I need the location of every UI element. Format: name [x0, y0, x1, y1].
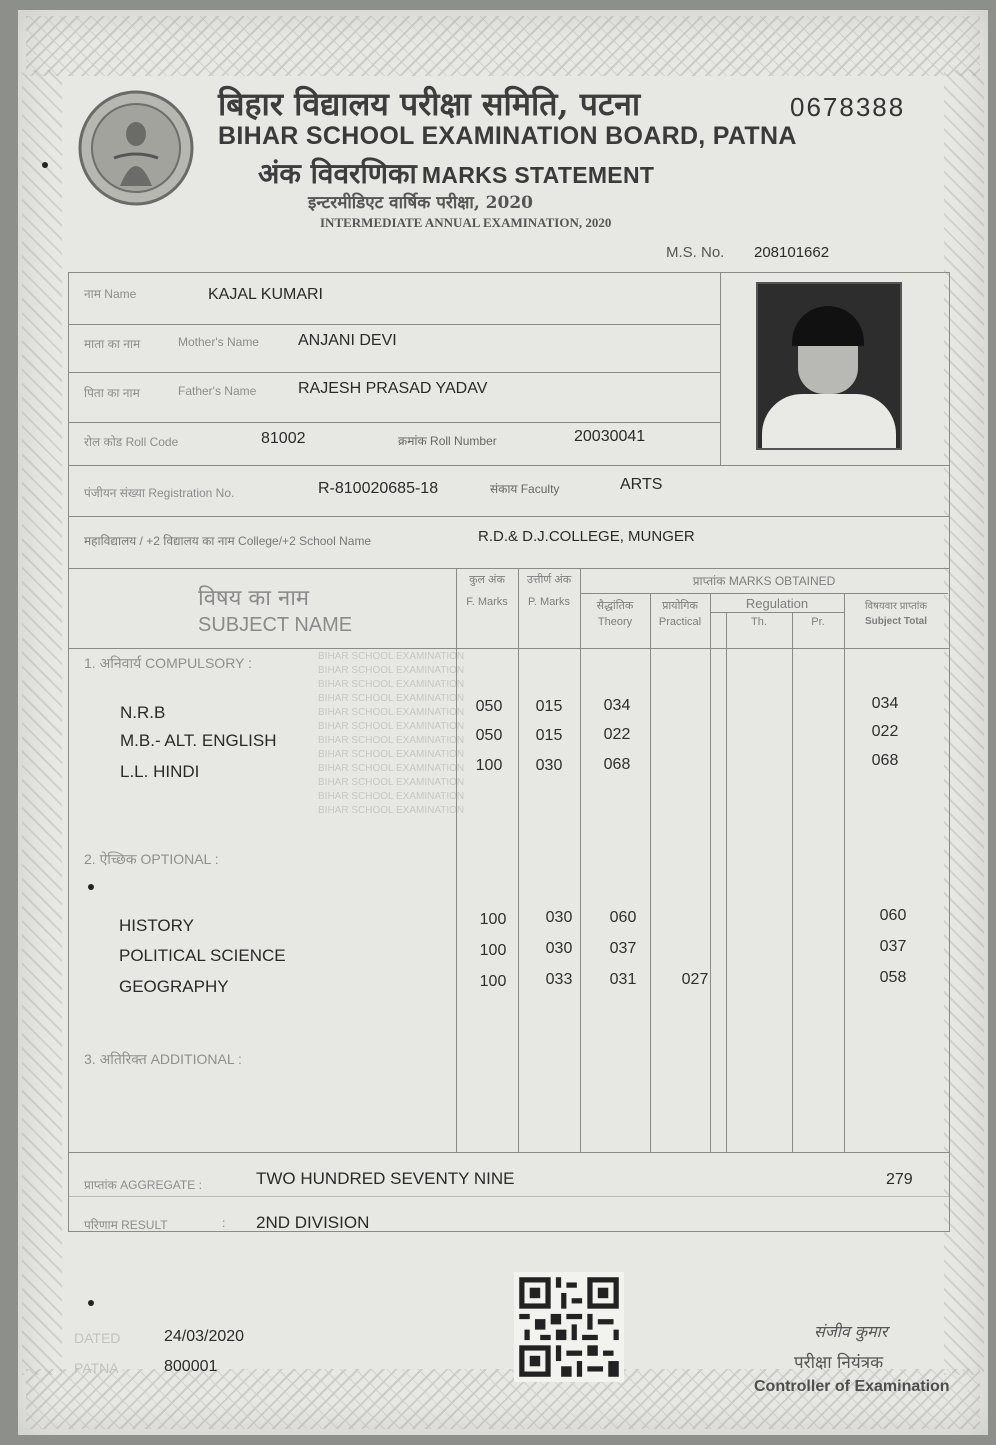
registration-number: R-810020685-18 [318, 480, 439, 497]
aggregate-words: TWO HUNDRED SEVENTY NINE [256, 1169, 515, 1188]
subject-total-cell: 068 [871, 752, 899, 769]
aggregate-total: 279 [886, 1171, 913, 1188]
dated-label: DATED [74, 1330, 121, 1346]
board-emblem-seal [76, 88, 196, 208]
college-label: महाविद्यालय / +2 विद्यालय का नाम College/+2 School Name [84, 534, 372, 548]
pin-code: 800001 [164, 1358, 218, 1375]
board-title-english: BIHAR SCHOOL EXAMINATION BOARD, PATNA [218, 122, 797, 150]
roll-number-label: क्रमांक Roll Number [398, 434, 497, 448]
theory-marks-cell: 060 [609, 909, 637, 926]
controller-title-english: Controller of Examination [754, 1378, 950, 1395]
theory-marks-cell: 022 [603, 726, 631, 743]
roll-number: 20030041 [574, 428, 646, 445]
registration-label: पंजीयन संख्या Registration No. [84, 486, 235, 500]
faculty-label: संकाय Faculty [490, 482, 560, 496]
table-row-subject: L.L. HINDI [120, 762, 200, 781]
table-row-subject: N.R.B [120, 703, 166, 722]
statement-title [258, 154, 654, 192]
table-row-subject: GEOGRAPHY [119, 977, 229, 996]
qr-code [514, 1272, 624, 1382]
theory-header: Theory [597, 616, 633, 628]
theory-marks-cell: 068 [603, 756, 631, 773]
pass-marks-cell: 030 [545, 909, 573, 926]
roll-code-label: रोल कोड Roll Code [84, 435, 179, 449]
student-name: KAJAL KUMARI [208, 286, 323, 303]
ms-no-label: M.S. No. [666, 244, 725, 261]
practical-header-hindi: प्रायोगिक [662, 600, 698, 612]
pass-marks-header-hindi: उत्तीर्ण अंक [526, 574, 572, 586]
subject-total-cell: 058 [879, 969, 907, 986]
mother-label-english: Mother's Name [178, 335, 259, 349]
practical-marks-cell: 027 [681, 971, 709, 988]
father-label-hindi: पिता का नाम [84, 386, 140, 400]
theory-marks-cell: 034 [603, 697, 631, 714]
full-marks-cell: 100 [479, 973, 507, 990]
section-optional: 2. ऐच्छिक OPTIONAL : [84, 851, 219, 867]
full-marks-cell: 050 [475, 698, 503, 715]
left-border-pattern [22, 70, 62, 1375]
subject-total-cell: 060 [879, 907, 907, 924]
subject-total-cell: 034 [871, 695, 899, 712]
pass-marks-header: P. Marks [528, 596, 570, 608]
serial-number: 0678388 [790, 92, 906, 122]
board-title-hindi: बिहार विद्यालय परीक्षा समिति, पटना [218, 85, 641, 123]
exam-title-hindi: इन्टरमीडिएट वार्षिक परीक्षा, 2020 [308, 193, 533, 213]
subject-total-header: Subject Total [864, 616, 928, 627]
subject-total-cell: 037 [879, 938, 907, 955]
controller-signature: संजीव कुमार [814, 1322, 888, 1341]
college-name: R.D.& D.J.COLLEGE, MUNGER [478, 528, 695, 545]
exam-title-english: INTERMEDIATE ANNUAL EXAMINATION, 2020 [320, 215, 612, 230]
result-label: परिणाम RESULT [84, 1218, 168, 1232]
ms-no-value: 208101662 [754, 244, 830, 261]
regulation-practical-header: Pr. [811, 616, 825, 628]
regulation-header: Regulation [745, 596, 809, 611]
name-label: नाम Name [84, 287, 137, 301]
pass-marks-cell: 015 [535, 698, 563, 715]
mother-name: ANJANI DEVI [298, 332, 397, 349]
table-row-subject: M.B.- ALT. ENGLISH [120, 731, 277, 750]
pass-marks-cell: 030 [545, 940, 573, 957]
theory-marks-cell: 031 [609, 971, 637, 988]
theory-header-hindi: सैद्धांतिक [596, 600, 634, 612]
pass-marks-cell: 030 [535, 757, 563, 774]
practical-header: Practical [658, 616, 702, 628]
full-marks-cell: 100 [479, 911, 507, 928]
aggregate-label: प्राप्तांक AGGREGATE : [84, 1178, 202, 1192]
table-row-subject: HISTORY [119, 916, 194, 935]
security-watermark: BIHAR SCHOOL EXAMINATION BIHAR SCHOOL EXAMINATION BIHAR SCHOOL EXAMINATION BIHAR SCHOOL EXAMINATION BIHAR SCHOOL EXAMINATION BIHAR SCHOOL EXAMINATION BIHAR SCHOOL EXAMINATION BIHAR SCHOOL EXAMINATION BIHAR SCHOOL EXAMINATION BIHAR SCHOOL EXAMINATION BIHAR SCHOOL EXAMINATION BIHAR SCHOOL EXAMINATION [318, 651, 465, 816]
section-additional: 3. अतिरिक्त ADDITIONAL : [84, 1051, 242, 1067]
father-label-english: Father's Name [178, 384, 257, 398]
father-name: RAJESH PRASAD YADAV [298, 380, 488, 397]
marks-obtained-header: प्राप्तांक MARKS OBTAINED [692, 574, 836, 588]
full-marks-cell: 100 [475, 757, 503, 774]
theory-marks-cell: 037 [609, 940, 637, 957]
issue-date: 24/03/2020 [164, 1328, 245, 1345]
result-division: 2ND DIVISION [256, 1213, 370, 1232]
pass-marks-cell: 015 [535, 727, 563, 744]
top-border-pattern [26, 16, 980, 76]
regulation-theory-header: Th. [751, 616, 767, 628]
table-row-subject: POLITICAL SCIENCE [119, 946, 286, 965]
mother-label-hindi: माता का नाम [84, 337, 141, 351]
subject-total-cell: 022 [871, 723, 899, 740]
subject-header-english: SUBJECT NAME [198, 614, 353, 636]
subject-total-header-hindi: विषयवार प्राप्तांक [864, 601, 928, 612]
full-marks-header: F. Marks [466, 596, 508, 608]
statement-title-hindi: अंक विवरणिका [258, 157, 417, 190]
full-marks-header-hindi: कुल अंक [469, 574, 505, 586]
result-colon: : [222, 1216, 226, 1230]
full-marks-cell: 050 [475, 727, 503, 744]
marks-statement-sheet [18, 10, 988, 1435]
right-border-pattern [944, 70, 984, 1375]
full-marks-cell: 100 [479, 942, 507, 959]
subject-header-hindi: विषय का नाम [198, 586, 310, 611]
student-photo [756, 282, 902, 450]
place-label: PATNA [74, 1360, 119, 1376]
faculty: ARTS [620, 476, 663, 493]
pass-marks-cell: 033 [545, 971, 573, 988]
section-compulsory: 1. अनिवार्य COMPULSORY : [84, 655, 252, 671]
roll-code: 81002 [261, 430, 306, 447]
statement-title-english: MARKS STATEMENT [421, 162, 655, 188]
controller-title-hindi: परीक्षा नियंत्रक [794, 1353, 884, 1373]
